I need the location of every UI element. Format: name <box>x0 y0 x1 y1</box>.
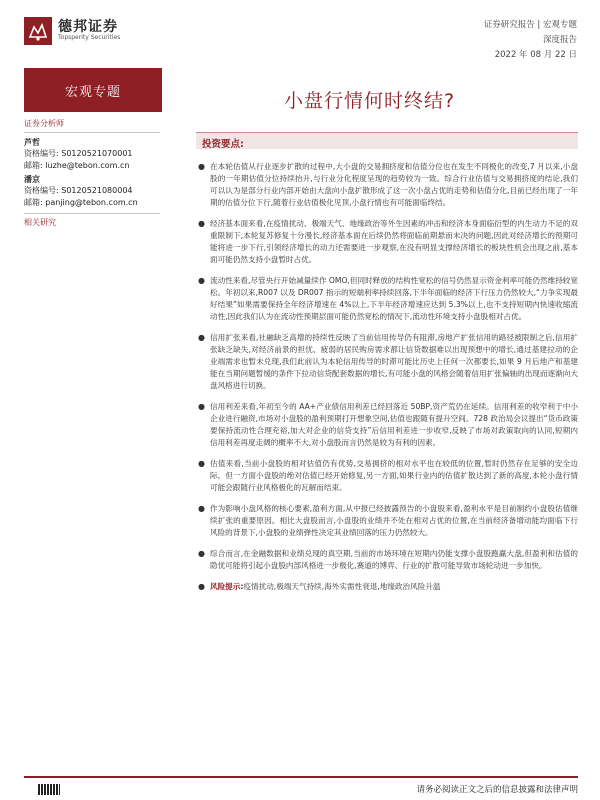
analyst-name: 芦哲 <box>24 138 40 147</box>
cert-label: 资格编号: <box>24 186 59 195</box>
report-depth: 深度报告 <box>542 35 577 45</box>
key-point-text: 估值来看,当前小盘股的相对估值仍有优势,交易拥挤的相对水平也在较低的位置,暂时仍然存在足够的安全边际。但一方面小盘股的绝对估值已经开始修复,另一方面,如果行业内的估值扩散达到了新的高度,本轮小盘行情可能会跟随行业风格极化的瓦解而结束。 <box>210 459 578 492</box>
key-point <box>196 401 578 449</box>
report-date: 2022 年 08 月 22 日 <box>494 50 577 60</box>
key-point-text: 作为影响小盘风格的核心要素,盈利方面,从中报已经披露预告的小盘股来看,盈利水平是目前制约小盘股估值继续扩张的重要原因。相比大盘股而言,小盘股的业绩并不处在相对占优的位置,在当前经济备增动能均面临下行风险的背景下,小盘股的业绩弹性决定其业绩回落的压力仍然较大。 <box>210 504 578 537</box>
page-footer <box>24 776 578 796</box>
qr-code-icon <box>38 784 60 795</box>
bullet-icon: ● <box>198 549 205 558</box>
bullet-icon: ● <box>198 504 205 513</box>
analyst-cert-line <box>24 148 160 160</box>
disclaimer-text: 请务必阅读正文之后的信息披露和法律声明 <box>416 785 578 795</box>
key-point-text: 流动性来看,尽管央行开始减量续作 OMO,但同时释放的结构性宽松的信号仍然显示资金利率可能仍然维持较宽松。年初以来,R007 以及 DR007 指示的短端利率持续回落,下半年面临的经济下行压力仍然较大,“力争实现最好结果”如果需要保持全年经济增速在 4%以上,下半年经济增速应达到 5.3%以上,也不支持短期内快速收缩流动性,因此我们认为在流动性预期层面可能仍然宽松的情况下,流动性环境支持小盘股相对占优。 <box>210 276 578 321</box>
analyst-email-line <box>24 160 160 172</box>
email-label: 邮箱: <box>24 161 43 170</box>
key-point-text: 在本轮估值从行业逐步扩散的过程中,大小盘的交易拥挤度和估值分位也在发生不同极化的改变,7 月以来,小盘股的一年期估值分位持续抬升,与行业分化程度呈现的趋势较为一致。综合行业估值与交易拥挤度的结论,我们可以认为是部分行业内部开始由大盘向小盘扩散形成了这一次小盘占优的走势和估值分化,目前已经出现了一年期的估值分位下行,随着行业估值极化见顶,小盘行情也有可能面临终结。 <box>210 162 578 207</box>
key-point <box>196 218 578 266</box>
email-label: 邮箱: <box>24 198 43 207</box>
report-type: 证券研究报告 | 宏观专题 <box>483 20 577 30</box>
bullet-icon: ● <box>198 219 205 228</box>
key-point <box>196 161 578 209</box>
risk-warning <box>196 581 578 593</box>
cert-number: S0120521070001 <box>61 149 133 158</box>
report-meta <box>484 18 577 63</box>
risk-text: 疫情扰动,极端天气持续,海外实需性衰退,地缘政治风险升温 <box>243 582 441 591</box>
report-category: 宏观专题 <box>24 68 162 112</box>
key-point-text: 信用利差来看,年初至今的 AA+产业债信用利差已经回落近 50BP,资产荒仍在延续。信用利差的收窄利于中小企业进行融资,市场对小盘股的盈利预期打开想象空间,估值也跟随有提升空间。728 政治局会议提出“货币政策要保持流动性合理充裕,加大对企业的信贷支持”后信用利差进一步收窄,反映了市场对政策取向的认同,短期内信用利差再度走阔的概率不大,对小盘股而言仍然是较为有利的因素。 <box>210 402 578 447</box>
report-title: 小盘行情何时终结? <box>283 89 456 112</box>
analyst-email-link[interactable]: panjing@tebon.com.cn <box>45 198 138 207</box>
main-content <box>196 132 578 602</box>
analyst-email-link[interactable]: luzhe@tebon.com.cn <box>45 161 130 170</box>
analyst-card <box>24 174 160 209</box>
analyst-cert-line <box>24 185 160 197</box>
cert-number: S0120521080004 <box>61 186 133 195</box>
key-point-text: 经济基本面来看,在疫情扰动、极端天气、地缘政治等外生因素的冲击和经济本身面临衍型的内生动力不足的双重限制下,本轮复苏修复十分漫长,经济基本面在后续仍然将面临前期悬而未决的问题,因此对经济增长的预期可能将进一步下行,引领经济增长的动力还需要进一步观察,在没有明显支撑经济增长的板块性机会出现之前,基本面可能仍然支持小盘暂时占优。 <box>210 219 578 264</box>
bullet-icon: ● <box>198 162 205 171</box>
key-point <box>196 332 578 392</box>
bullet-icon: ● <box>198 582 205 591</box>
bullet-icon: ● <box>198 402 205 411</box>
analyst-card <box>24 137 160 172</box>
key-point-text: 综合而言,在金融数据和业绩兑现的真空期,当前的市场环境在短期内仍能支撑小盘股跑赢大盘,但盈利和估值的隐忧可能将引起小盘股内部风格进一步极化,赛道的博弈、行业的扩散可能导致市场轮动进一步加快。 <box>210 549 578 570</box>
risk-label: 风险提示: <box>210 582 244 591</box>
analyst-name: 潘京 <box>24 175 40 184</box>
analyst-email-line <box>24 197 160 209</box>
brand-name: 德邦证券 <box>58 19 118 35</box>
key-points-list <box>196 161 578 593</box>
investment-highlights-heading: 投资要点: <box>196 132 578 149</box>
brand-english-name: Topsperity Securities <box>58 34 121 41</box>
analyst-sidebar <box>24 118 160 228</box>
key-point <box>196 503 578 539</box>
cert-label: 资格编号: <box>24 149 59 158</box>
key-point <box>196 548 578 572</box>
brand-logo-icon <box>24 17 52 45</box>
related-research-heading: 相关研究 <box>24 213 160 228</box>
key-point-text: 信用扩张来看,社融缺乏高增的持续性反映了当前信用传导仍有阻滞,房地产扩张信用的路径被限制之后,信用扩张缺乏缺失,对经济前景的担忧、疲弱的居民购房需求都让信贷数据难以出现预想中的增长,通过基建拉动的企业端需求也暂未兑现,我们此前认为本轮信用传导的时滞可能比历史上任何一次都要长,如果 9 月后地产和基建能在当期问题暂缓的条件下拉动信贷配套数据的增长,有可能小盘的风格会随着信用扩张偏轴的出现而逐渐向大盘风格进行切换。 <box>210 333 578 390</box>
analyst-heading: 证券分析师 <box>24 118 160 133</box>
bullet-icon: ● <box>198 333 205 342</box>
key-point <box>196 275 578 323</box>
bullet-icon: ● <box>198 459 205 468</box>
bullet-icon: ● <box>198 276 205 285</box>
key-point <box>196 458 578 494</box>
